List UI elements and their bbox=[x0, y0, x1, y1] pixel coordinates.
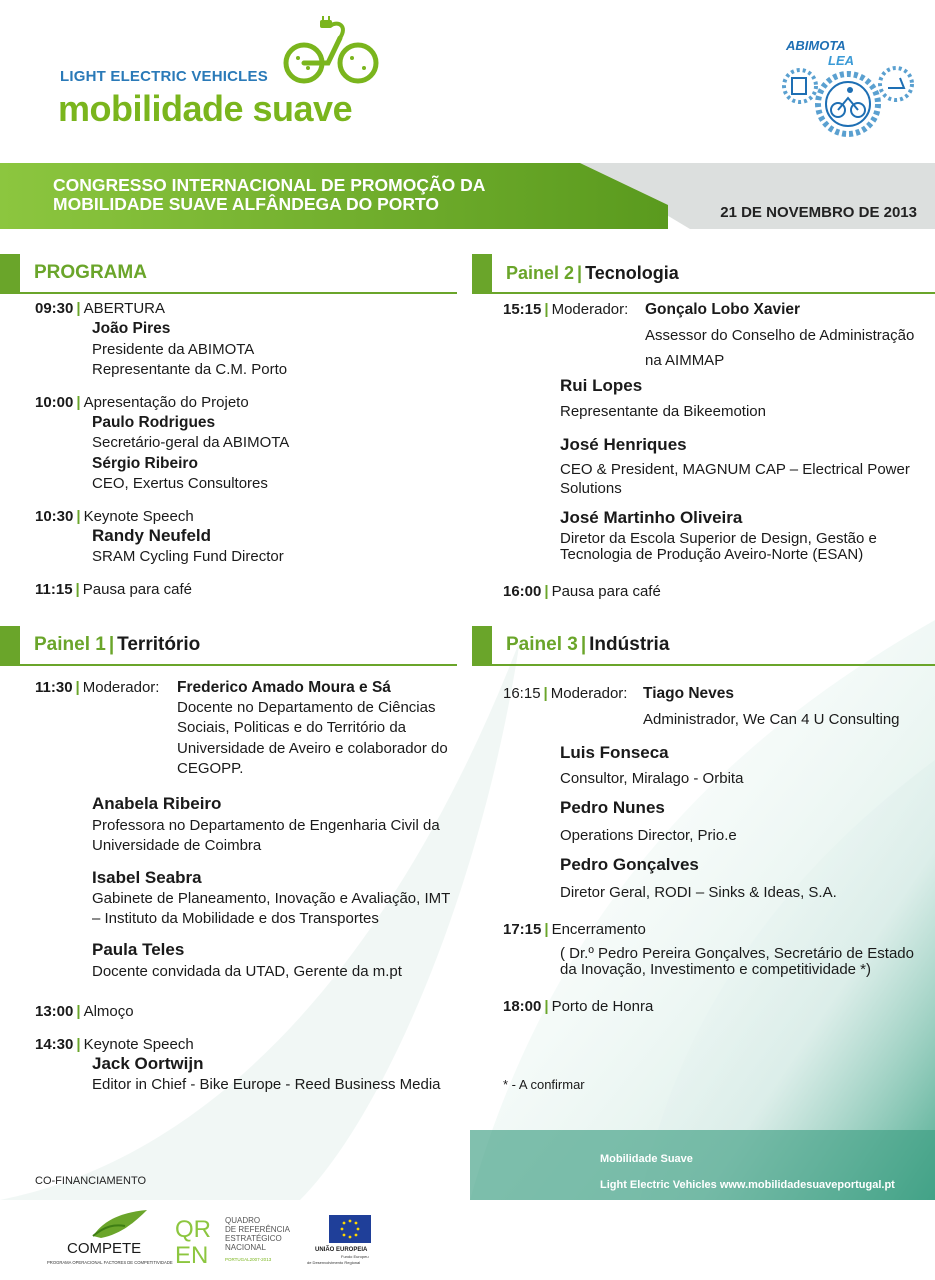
agenda-label: Pausa para café bbox=[551, 583, 661, 600]
painel1-section bbox=[0, 626, 457, 666]
speaker-name: Isabel Seabra bbox=[92, 868, 202, 887]
qren-text-3: ESTRATÉGICO bbox=[225, 1234, 282, 1243]
svg-text:EN: EN bbox=[175, 1242, 209, 1269]
time: 15:15 bbox=[503, 301, 542, 318]
agenda-item-apresentacao: 10:00 | Apresentação do Projeto bbox=[35, 394, 249, 411]
brand-subtitle: LIGHT ELECTRIC VEHICLES bbox=[60, 68, 268, 85]
programa-heading bbox=[0, 254, 457, 292]
eu-text-2: Fundo Europeu bbox=[341, 1254, 369, 1259]
congress-title-line2: MOBILIDADE SUAVE ALFÂNDEGA DO PORTO bbox=[53, 194, 439, 214]
qren-text-2: DE REFERÊNCIA bbox=[225, 1225, 290, 1234]
painel2-heading: Painel 2 | Tecnologia bbox=[472, 254, 935, 292]
speaker-role: Representante da Bikeemotion bbox=[560, 403, 766, 420]
time: 11:15 bbox=[35, 581, 73, 598]
speaker-name: Paula Teles bbox=[92, 940, 185, 959]
agenda-item-keynote2: 14:30 | Keynote Speech bbox=[35, 1036, 194, 1053]
encerramento-note: da Inovação, Investimento e competitividade *) bbox=[560, 961, 872, 978]
agenda-label: Encerramento bbox=[551, 921, 646, 938]
painel3-heading: Painel 3 | Indústria bbox=[472, 626, 935, 664]
time: 18:00 bbox=[503, 998, 542, 1015]
qren-logo-icon bbox=[175, 1215, 290, 1267]
abimota-logo-sub: LEA bbox=[828, 53, 854, 68]
speaker-role: SRAM Cycling Fund Director bbox=[92, 548, 284, 565]
painel1-heading-topic: Território bbox=[117, 634, 201, 655]
speaker-name: Rui Lopes bbox=[560, 376, 643, 395]
speaker-role: Professora no Departamento de Engenharia Civil da bbox=[92, 817, 440, 834]
compete-subtext: PROGRAMA OPERACIONAL FACTORES DE COMPETITIVIDADE bbox=[47, 1260, 173, 1265]
moderator-role: na AIMMAP bbox=[645, 352, 725, 369]
speaker-role: Operations Director, Prio.e bbox=[560, 827, 737, 844]
congress-title-line1: CONGRESSO INTERNACIONAL DE PROMOÇÃO DA bbox=[53, 175, 486, 195]
speaker-name: Paulo Rodrigues bbox=[92, 414, 216, 431]
congress-title bbox=[53, 176, 653, 214]
agenda-item-encerramento: 17:15 | Encerramento bbox=[503, 921, 646, 938]
moderator-label: Moderador: bbox=[551, 301, 629, 318]
abimota-logo-text: ABIMOTA bbox=[786, 38, 846, 53]
footer-website[interactable]: Light Electric Vehicles www.mobilidadesuaveportugal.pt bbox=[600, 1179, 895, 1191]
section-divider bbox=[0, 292, 457, 294]
programa-section bbox=[0, 254, 457, 294]
speaker-role: CEO, Exertus Consultores bbox=[92, 475, 268, 492]
compete-logo-icon bbox=[45, 1208, 173, 1266]
agenda-item-pausa2: 16:00 | Pausa para café bbox=[503, 583, 661, 600]
section-marker bbox=[472, 626, 492, 664]
section-marker bbox=[472, 254, 492, 292]
speaker-name: Luis Fonseca bbox=[560, 743, 669, 762]
footnote: * - A confirmar bbox=[503, 1077, 585, 1092]
agenda-label: Keynote Speech bbox=[83, 1036, 194, 1053]
speaker-role: Representante da C.M. Porto bbox=[92, 361, 288, 378]
event-date: 21 DE NOVEMBRO DE 2013 bbox=[720, 204, 917, 221]
abimota-logo-icon bbox=[778, 38, 918, 138]
speaker-name: José Martinho Oliveira bbox=[560, 508, 743, 527]
agenda-label: Pausa para café bbox=[82, 581, 192, 598]
svg-text:QR: QR bbox=[175, 1216, 211, 1243]
moderator-role: CEGOPP. bbox=[177, 760, 244, 777]
painel3-heading-topic: Indústria bbox=[589, 634, 670, 655]
section-divider bbox=[0, 664, 457, 666]
agenda-item-almoco: 13:00 | Almoço bbox=[35, 1003, 134, 1020]
moderator-role: Assessor do Conselho de Administração bbox=[645, 327, 915, 344]
time: 14:30 bbox=[35, 1036, 74, 1053]
moderator-name: Tiago Neves bbox=[643, 685, 735, 702]
speaker-role: CEO & President, MAGNUM CAP – Electrical Power bbox=[560, 461, 910, 478]
time: 10:30 bbox=[35, 508, 74, 525]
speaker-name: Pedro Gonçalves bbox=[560, 855, 699, 874]
painel2-moderator: 15:15 | Moderador: bbox=[503, 301, 629, 318]
painel3-moderator: 16:15 | Moderador: bbox=[503, 685, 628, 702]
speaker-role: – Instituto da Mobilidade e dos Transportes bbox=[92, 910, 379, 927]
painel3-heading-number: Painel 3 bbox=[506, 634, 578, 655]
painel3-section bbox=[472, 626, 935, 666]
brand-title: mobilidade suave bbox=[58, 88, 353, 129]
speaker-role: Secretário-geral da ABIMOTA bbox=[92, 434, 290, 451]
time: 11:30 bbox=[35, 679, 73, 696]
section-marker bbox=[0, 254, 20, 292]
moderator-role: Docente no Departamento de Ciências bbox=[177, 699, 436, 716]
speaker-name: José Henriques bbox=[560, 435, 687, 454]
qren-text-5: PORTUGAL2007-2013 bbox=[225, 1257, 272, 1262]
section-marker bbox=[0, 626, 20, 664]
moderator-role: Universidade de Aveiro e colaborador do bbox=[177, 740, 448, 757]
eu-text-1: UNIÃO EUROPEIA bbox=[315, 1247, 368, 1253]
speaker-role: Editor in Chief - Bike Europe - Reed Business Media bbox=[92, 1076, 441, 1093]
speaker-name: Anabela Ribeiro bbox=[92, 794, 222, 813]
eu-text-3: de Desenvolvimento Regional bbox=[307, 1260, 361, 1265]
speaker-name: Jack Oortwijn bbox=[92, 1054, 204, 1073]
speaker-name: Pedro Nunes bbox=[560, 798, 665, 817]
agenda-label: ABERTURA bbox=[83, 300, 165, 317]
painel1-heading: Painel 1 | Território bbox=[0, 626, 457, 664]
agenda-item-abertura: 09:30 | ABERTURA bbox=[35, 300, 165, 317]
moderator-role: Administrador, We Can 4 U Consulting bbox=[643, 711, 900, 728]
time: 16:15 bbox=[503, 685, 541, 702]
agenda-item-porto: 18:00 | Porto de Honra bbox=[503, 998, 654, 1015]
qren-text-4: NACIONAL bbox=[225, 1243, 266, 1252]
time: 13:00 bbox=[35, 1003, 74, 1020]
time: 17:15 bbox=[503, 921, 542, 938]
painel2-heading-topic: Tecnologia bbox=[585, 262, 679, 283]
speaker-role: Diretor da Escola Superior de Design, Gestão e bbox=[560, 530, 877, 547]
cofinanciamento-label: CO-FINANCIAMENTO bbox=[35, 1175, 147, 1187]
electric-bike-logo-icon bbox=[278, 16, 388, 86]
compete-text: COMPETE bbox=[67, 1240, 142, 1257]
moderator-name: Frederico Amado Moura e Sá bbox=[177, 679, 391, 696]
moderator-role: Sociais, Politicas e do Território da bbox=[177, 719, 406, 736]
agenda-item-pausa: 11:15 | Pausa para café bbox=[35, 581, 192, 598]
speaker-name: Sérgio Ribeiro bbox=[92, 455, 198, 472]
time: 10:00 bbox=[35, 394, 74, 411]
footer-brand: Mobilidade Suave bbox=[600, 1153, 693, 1165]
agenda-label: Keynote Speech bbox=[83, 508, 194, 525]
painel1-moderator: 11:30 | Moderador: bbox=[35, 679, 160, 696]
moderator-label: Moderador: bbox=[82, 679, 160, 696]
time: 09:30 bbox=[35, 300, 74, 317]
time: 16:00 bbox=[503, 583, 542, 600]
speaker-role: Universidade de Coimbra bbox=[92, 837, 262, 854]
programa-heading-text: PROGRAMA bbox=[34, 262, 147, 283]
speaker-role: Solutions bbox=[560, 480, 622, 497]
painel1-heading-number: Painel 1 bbox=[34, 634, 106, 655]
speaker-role: Presidente da ABIMOTA bbox=[92, 341, 255, 358]
qren-text-1: QUADRO bbox=[225, 1216, 261, 1225]
speaker-role: Docente convidada da UTAD, Gerente da m.pt bbox=[92, 963, 402, 980]
speaker-name: Randy Neufeld bbox=[92, 526, 212, 545]
speaker-role: Tecnologia de Produção Aveiro-Norte (ESAN) bbox=[560, 546, 864, 563]
speaker-role: Gabinete de Planeamento, Inovação e Avaliação, IMT bbox=[92, 890, 451, 907]
painel2-heading-number: Painel 2 bbox=[506, 262, 575, 283]
painel2-section bbox=[472, 254, 935, 294]
agenda-label: Apresentação do Projeto bbox=[83, 394, 249, 411]
agenda-label: Porto de Honra bbox=[551, 998, 654, 1015]
section-divider bbox=[472, 292, 935, 294]
speaker-role: Consultor, Miralago - Orbita bbox=[560, 770, 744, 787]
speaker-name: João Pires bbox=[92, 320, 171, 337]
moderator-name: Gonçalo Lobo Xavier bbox=[645, 301, 801, 318]
moderator-label: Moderador: bbox=[550, 685, 628, 702]
agenda-item-keynote: 10:30 | Keynote Speech bbox=[35, 508, 194, 525]
speaker-role: Diretor Geral, RODI – Sinks & Ideas, S.A. bbox=[560, 884, 837, 901]
encerramento-note: ( Dr.º Pedro Pereira Gonçalves, Secretário de Estado bbox=[560, 945, 914, 962]
eu-flag-icon bbox=[305, 1213, 380, 1268]
section-divider bbox=[472, 664, 935, 666]
agenda-label: Almoço bbox=[83, 1003, 134, 1020]
